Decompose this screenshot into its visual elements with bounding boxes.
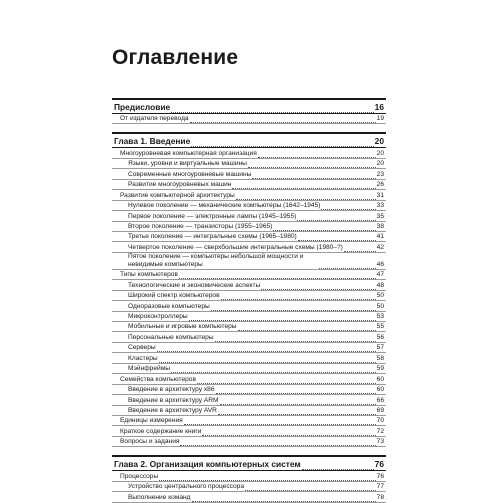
dot-leader [171,366,376,373]
toc-page-number: 50 [376,292,384,300]
dot-leader [221,293,376,300]
toc-page-number: 60 [376,375,384,383]
toc-entry[interactable] [112,159,386,169]
toc-page-number: 20 [374,136,384,147]
dot-leader [202,429,375,436]
toc-entry[interactable] [112,343,386,353]
toc-page-number: 57 [376,344,384,352]
toc-page-number: 48 [376,281,384,289]
dot-leader [302,463,374,470]
toc-page-number: 33 [376,202,384,210]
dot-leader [220,398,376,405]
toc-entry[interactable] [112,312,386,322]
toc-section [112,457,386,502]
toc-entry[interactable] [112,201,386,211]
toc-page-number: 76 [376,472,384,480]
toc-entry[interactable] [112,232,386,242]
toc-entry-label: Мобильные и игровые компьютеры [128,323,237,331]
toc-entry[interactable] [112,270,386,280]
toc-entry-label: Микроконтроллеры [128,313,188,320]
toc-page-number: 46 [376,260,384,268]
toc-page-number: 77 [376,483,384,491]
toc-entry-label: Первое поколение — электронные лампы (1945–1955) [128,212,297,220]
toc-entry[interactable] [112,280,386,290]
toc-page-number: 47 [376,271,384,279]
toc-entry-label: Вопросы и задания [120,438,180,446]
toc-entry[interactable] [112,395,386,405]
toc-entry-label: Глава 2. Организация компьютерных систем [114,459,301,470]
toc-entry-label: Единицы измерения [120,417,183,425]
toc-page-number: 20 [376,149,384,157]
toc-entry[interactable] [112,364,386,374]
toc-entry[interactable] [112,211,386,221]
toc-entry-label: Нулевое поколение — механические компьютеры (1642–1945) [128,202,321,210]
toc-entry-label: Введение в архитектуру AVR [128,406,217,414]
page-title: Оглавление [112,46,239,69]
toc-entry-label: Кластеры [128,354,158,362]
table-of-contents [112,98,386,503]
toc-entry-label: Типы компьютеров [120,271,178,279]
toc-entry-label: Выполнение команд [128,493,191,501]
toc-entry[interactable] [112,482,386,492]
dot-leader [298,234,376,241]
dot-leader [190,116,376,123]
toc-entry[interactable] [112,426,386,436]
toc-entry[interactable] [112,301,386,311]
section-gap [112,447,386,455]
dot-leader [157,345,376,352]
toc-page-number: 23 [376,170,384,178]
dot-leader [191,140,373,147]
dot-leader [184,418,376,425]
dot-leader [319,262,376,269]
toc-page-number: 60 [376,386,384,394]
toc-entry[interactable] [112,169,386,179]
toc-entry-label: Одноразовые компьютеры [128,302,210,310]
toc-entry-label: Развитие компьютерной архитектуры [120,191,235,199]
dot-leader [216,387,376,394]
toc-chapter-entry[interactable] [112,134,386,148]
toc-page-number: 31 [376,191,384,199]
toc-entry-label: Глава 1. Введение [114,136,191,147]
toc-entry-label: Третье поколение — интегральные схемы (1965–1980) [128,233,297,241]
toc-entry[interactable] [112,437,386,447]
toc-page-number: 55 [376,323,384,331]
toc-page-number: 78 [376,493,384,501]
toc-entry[interactable] [112,322,386,332]
toc-entry-label: Технологические и экономические аспекты [128,281,261,289]
toc-entry-label: Серверы [128,344,156,352]
toc-page-number: 70 [376,417,384,425]
toc-page-number: 76 [374,459,384,470]
toc-entry-label: Введение в архитектуру ARM [128,396,219,404]
dot-leader [238,324,376,331]
dot-leader [159,474,375,481]
toc-page-number: 38 [376,222,384,230]
dot-leader [197,377,376,384]
toc-entry-label: Мэйнфреймы [128,365,170,373]
dot-leader [252,172,375,179]
toc-entry-label: Многоуровневая компьютерная организация [120,149,257,157]
toc-entry-label: Краткое содержание книги [120,427,202,435]
toc-entry[interactable] [112,242,386,252]
dot-leader [171,106,373,113]
toc-entry-label: Современные многоуровневые машины [128,170,252,178]
toc-page-number: 69 [376,406,384,414]
toc-page-number: 50 [376,302,384,310]
toc-chapter-entry[interactable] [112,100,386,114]
dot-leader [236,193,376,200]
toc-entry-label: Широкий спектр компьютеров [128,292,220,300]
dot-leader [344,245,376,252]
toc-page-number: 42 [376,243,384,251]
section-gap [112,124,386,132]
toc-entry-label: Персональные компьютеры [128,333,214,341]
dot-leader [192,495,376,502]
toc-page-number: 19 [376,115,384,123]
toc-page-number: 53 [376,313,384,320]
dot-leader [215,335,376,342]
dot-leader [179,272,376,279]
toc-entry[interactable] [112,222,386,232]
dot-leader [273,224,375,231]
toc-entry-label: Развитие многоуровневых машин [128,181,232,189]
toc-entry[interactable] [112,148,386,158]
toc-entry-label: Процессоры [120,472,159,480]
dot-leader [159,356,376,363]
dot-leader [218,408,376,415]
toc-entry-label: Предисловие [114,102,171,112]
toc-entry[interactable] [112,374,386,384]
toc-page-number: 73 [376,438,384,446]
toc-entry[interactable] [112,385,386,395]
toc-entry-label: Второе поколение — транзисторы (1955–1965) [128,222,273,230]
toc-entry[interactable] [112,291,386,301]
dot-leader [248,161,376,168]
toc-entry[interactable] [112,416,386,426]
toc-entry-label: Введение в архитектуру x86 [128,386,215,394]
toc-entry[interactable] [112,492,386,502]
dot-leader [297,214,375,221]
dot-leader [321,203,375,210]
toc-entry-label: Языки, уровни и виртуальные машины [128,160,247,168]
toc-entry-label: Четвертое поколение — сверхбольшие интегральные схемы (1980–?) [128,243,343,251]
toc-entry-label: Пятое поколение — компьютеры небольшой мощности и невидимые компьютеры [128,252,304,268]
toc-page-number: 26 [376,181,384,189]
toc-page-number: 16 [374,102,384,112]
toc-entry[interactable] [112,114,386,124]
toc-entry[interactable] [112,180,386,190]
dot-leader [211,304,376,311]
toc-page-number: 72 [376,427,384,435]
toc-entry[interactable] [112,353,386,363]
toc-section [112,100,386,124]
toc-page-number: 20 [376,160,384,168]
toc-page-number: 41 [376,233,384,241]
toc-chapter-entry[interactable] [112,457,386,471]
toc-entry[interactable] [112,406,386,416]
toc-entry-label: От издателя перевода [120,115,189,123]
dot-leader [232,182,375,189]
dot-leader [180,439,375,446]
dot-leader [245,484,376,491]
toc-entry[interactable] [112,332,386,342]
toc-page-number: 56 [376,333,384,341]
toc-entry[interactable] [112,190,386,200]
toc-entry-label: Устройство центрального процессора [128,483,244,491]
toc-entry-label: Семейства компьютеров [120,375,196,383]
toc-page-number: 58 [376,354,384,362]
dot-leader [258,151,376,158]
dot-leader [189,314,376,321]
toc-section [112,134,386,447]
dot-leader [261,283,375,290]
toc-entry[interactable] [112,471,386,481]
toc-page-number: 35 [376,212,384,220]
toc-page-number: 59 [376,365,384,373]
toc-entry[interactable] [112,253,386,270]
toc-page-number: 66 [376,396,384,404]
